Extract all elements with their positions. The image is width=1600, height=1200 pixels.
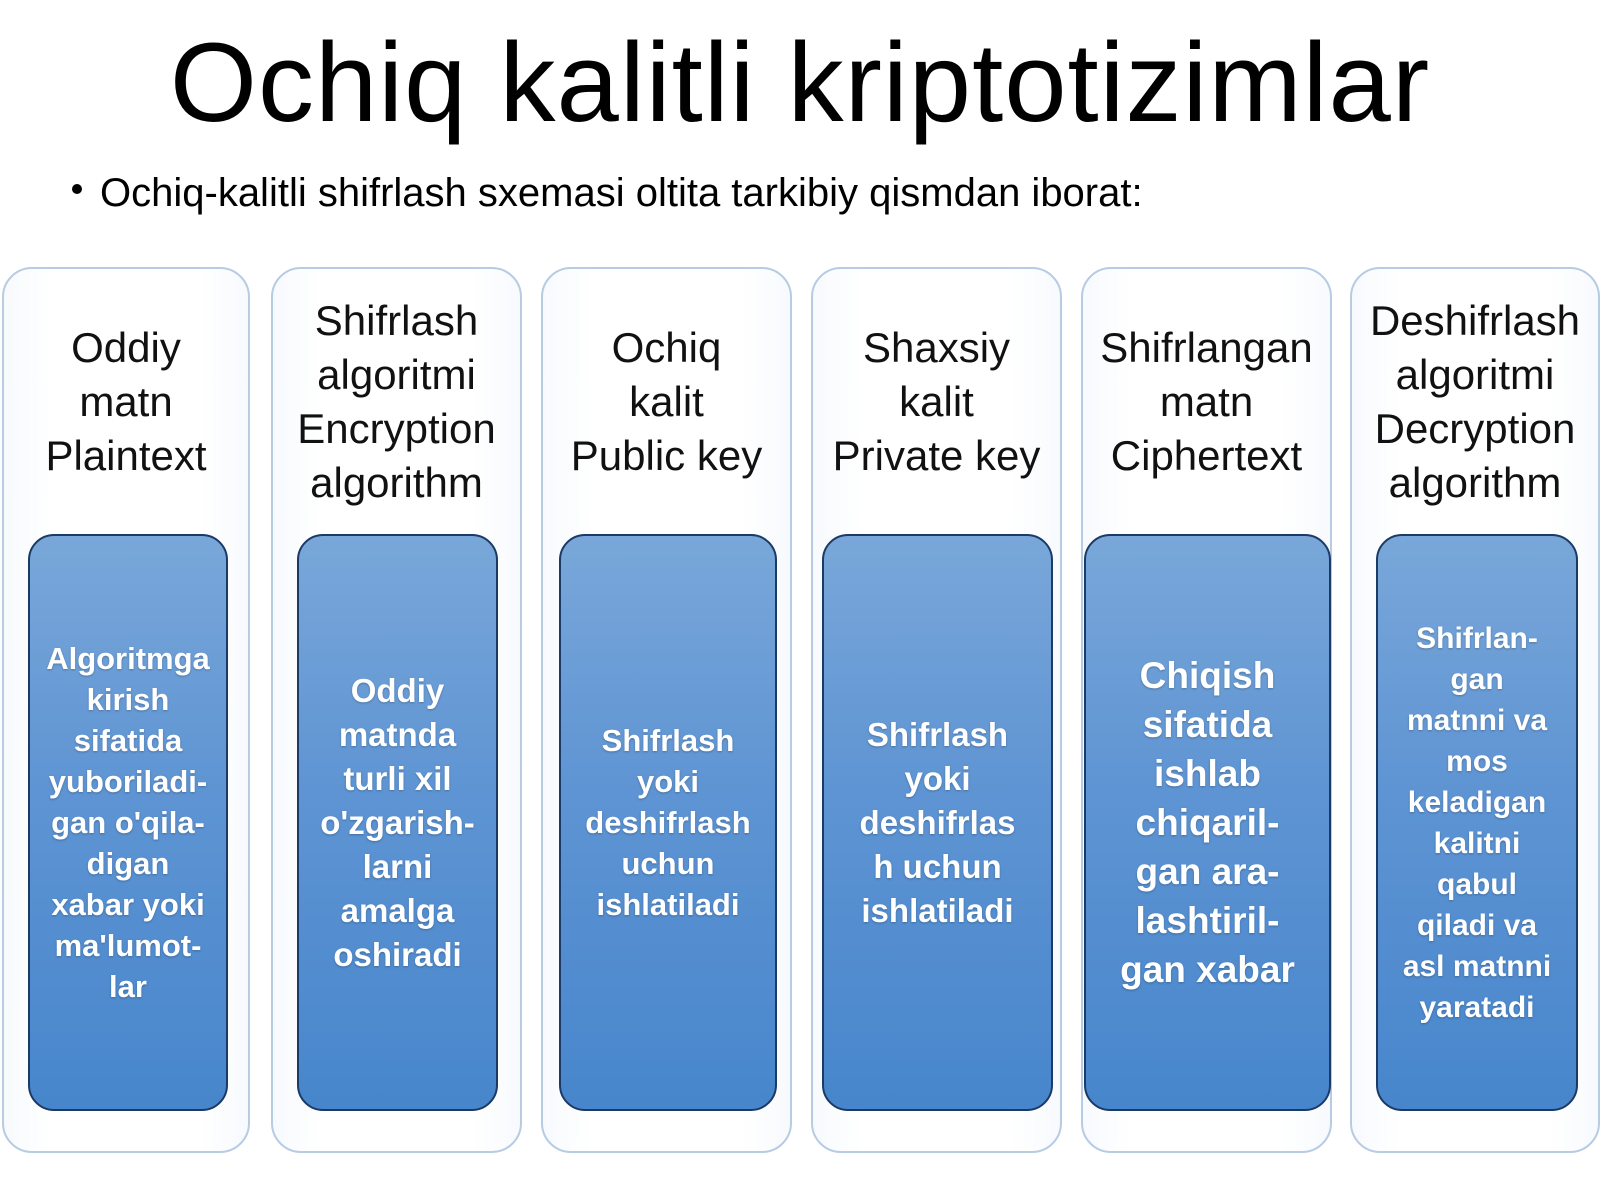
component-column-private-key: [811, 267, 1062, 1153]
heading-line: Public key: [570, 432, 763, 479]
description-line: h uchun: [873, 847, 1002, 885]
description-line: Shifrlash: [866, 715, 1009, 753]
heading-line: Shifrlash: [314, 297, 479, 344]
column-heading: [1083, 287, 1330, 517]
heading-line: Ciphertext: [1110, 432, 1303, 479]
description-line: yoki: [904, 759, 971, 797]
description-line: ishlatiladi: [596, 887, 740, 922]
description-line: o'zgarish-: [320, 803, 475, 841]
description-line: lashtiril-: [1135, 900, 1280, 941]
heading-line: kalit: [629, 378, 704, 425]
heading-line: matn: [79, 378, 173, 425]
description-line: Chiqish: [1139, 655, 1276, 696]
description-line: matnni va: [1406, 703, 1548, 737]
description-line: lar: [109, 969, 147, 1004]
description-line: deshifrlas: [859, 803, 1016, 841]
description-box: [297, 534, 498, 1111]
component-column-decryption-algorithm: [1350, 267, 1600, 1153]
description-box: [28, 534, 228, 1111]
description-line: deshifrlash: [585, 805, 751, 840]
description-line: gan xabar: [1120, 949, 1295, 990]
bullet-item: [72, 168, 1143, 218]
heading-line: algoritmi: [1395, 351, 1555, 398]
column-heading: [543, 287, 790, 517]
description-line: oshiradi: [333, 935, 462, 973]
description-line: gan: [1450, 662, 1504, 696]
heading-line: Private key: [832, 432, 1041, 479]
description-line: larni: [362, 847, 433, 885]
description-line: mos: [1446, 744, 1508, 778]
description-line: yuboriladi-: [48, 764, 208, 799]
column-heading: [4, 287, 248, 517]
description-line: gan ara-: [1135, 851, 1280, 892]
description-box: [559, 534, 777, 1111]
heading-line: Ochiq: [611, 324, 722, 371]
description-line: Algoritmga: [46, 641, 210, 676]
description-line: qiladi va: [1416, 908, 1538, 942]
description-box: [1084, 534, 1331, 1111]
description-line: uchun: [621, 846, 715, 881]
description-line: ma'lumot-: [54, 928, 202, 963]
heading-line: Shifrlangan: [1100, 324, 1313, 371]
heading-line: Encryption: [297, 405, 496, 452]
heading-line: algoritmi: [317, 351, 476, 398]
description-line: matnda: [338, 715, 457, 753]
description-box: [1376, 534, 1578, 1111]
description-line: qabul: [1437, 867, 1517, 901]
heading-line: algorithm: [310, 459, 483, 506]
component-column-plaintext: [2, 267, 250, 1153]
description-line: keladigan: [1407, 785, 1547, 819]
component-column-ciphertext: [1081, 267, 1332, 1153]
slide-title: Ochiq kalitli kriptotizimlar: [169, 20, 1431, 145]
component-column-encryption-algorithm: [271, 267, 522, 1153]
description-line: gan o'qila-: [51, 805, 205, 840]
heading-line: Shaxsiy: [862, 324, 1011, 371]
bullet-dot-icon: [72, 184, 82, 194]
heading-line: matn: [1159, 378, 1254, 425]
description-line: digan: [86, 846, 170, 881]
description-line: sifatida: [73, 723, 183, 758]
description-line: yaratadi: [1419, 990, 1535, 1024]
heading-line: Oddiy: [71, 324, 181, 371]
column-heading: [1352, 287, 1598, 517]
description-line: Shifrlan-: [1416, 621, 1538, 655]
description-box: [822, 534, 1053, 1111]
description-line: xabar yoki: [51, 887, 205, 922]
description-line: Oddiy: [350, 671, 445, 709]
description-line: Shifrlash: [601, 723, 735, 758]
description-line: yoki: [636, 764, 700, 799]
heading-line: kalit: [899, 378, 974, 425]
bullet-text: Ochiq-kalitli shifrlash sxemasi oltita tarkibiy qismdan iborat:: [100, 171, 1143, 215]
component-column-public-key: [541, 267, 792, 1153]
heading-line: algorithm: [1388, 459, 1562, 506]
description-line: amalga: [340, 891, 455, 929]
heading-line: Plaintext: [45, 432, 207, 479]
description-line: kalitni: [1433, 826, 1521, 860]
description-line: kirish: [86, 682, 170, 717]
description-line: ishlab: [1154, 753, 1261, 794]
column-heading: [813, 287, 1060, 517]
heading-line: Deshifrlash: [1369, 297, 1581, 344]
column-heading: [273, 287, 520, 517]
description-line: sifatida: [1142, 704, 1273, 745]
heading-line: Decryption: [1374, 405, 1576, 452]
description-line: asl matnni: [1402, 949, 1552, 983]
description-line: turli xil: [343, 759, 452, 797]
description-line: ishlatiladi: [861, 891, 1014, 929]
description-line: chiqaril-: [1135, 802, 1280, 843]
